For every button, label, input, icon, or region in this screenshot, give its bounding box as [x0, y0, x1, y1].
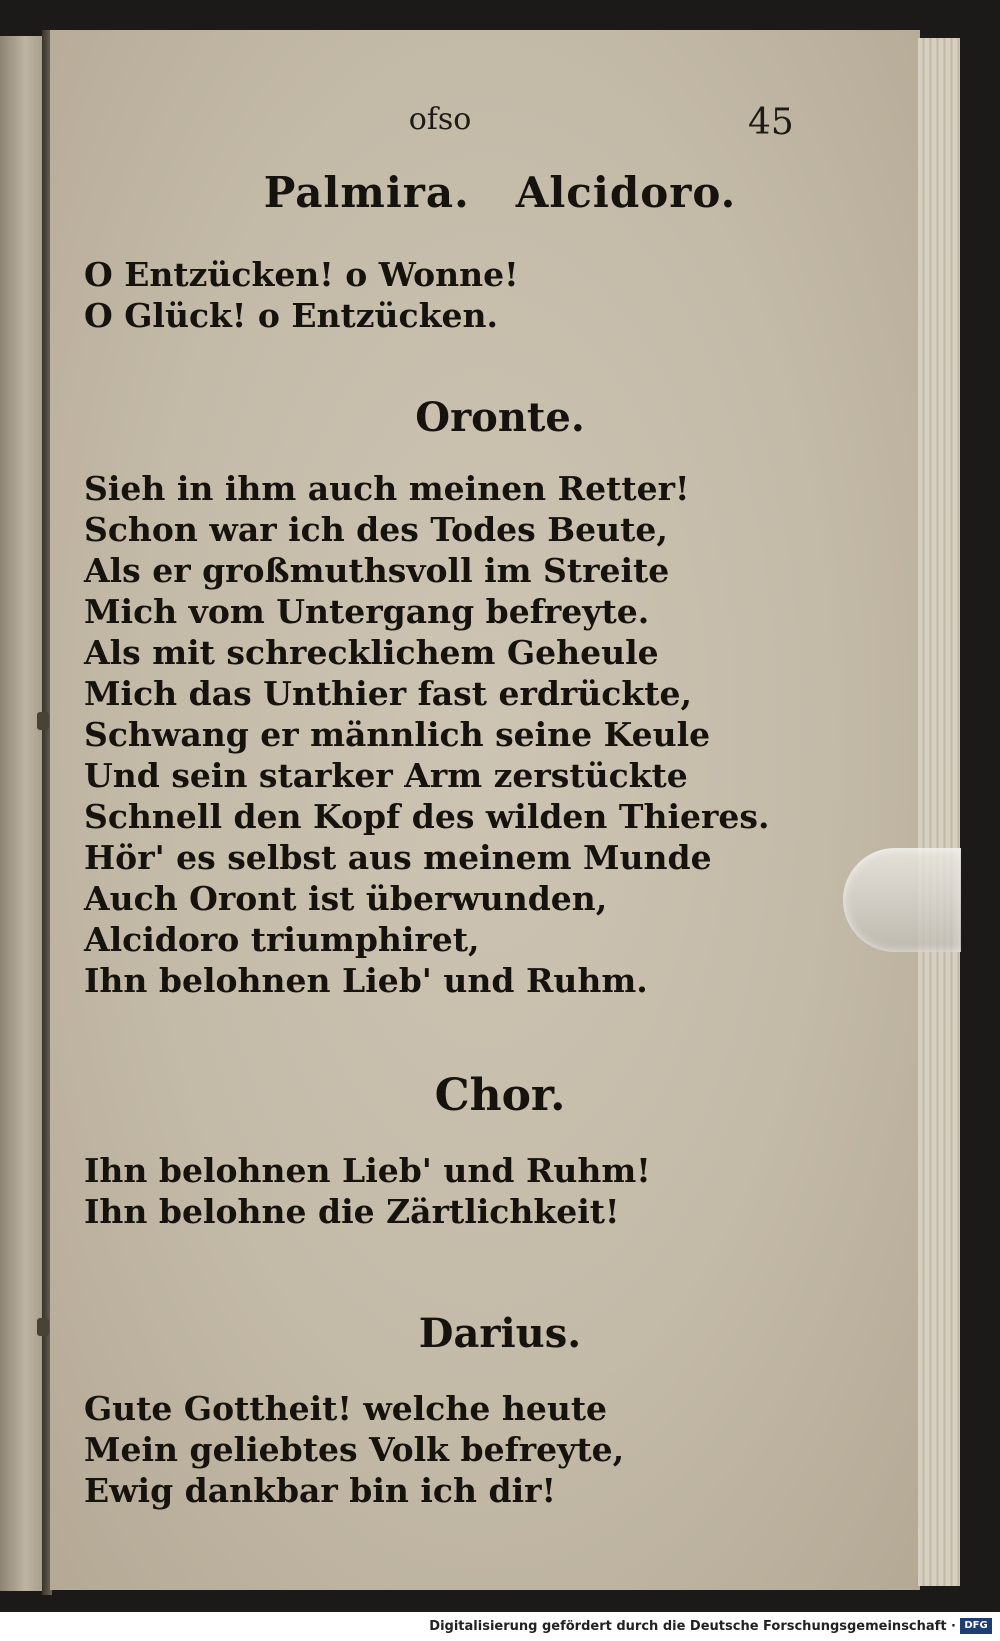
verse-line: Ihn belohnen Lieb' und Ruhm!	[84, 1151, 651, 1190]
verse-line: O Entzücken! o Wonne!	[84, 255, 519, 294]
verse-line: Mein geliebtes Volk befreyte,	[84, 1430, 625, 1469]
page-clip	[843, 848, 961, 952]
verse-line: Mich das Unthier fast erdrückte,	[84, 674, 692, 713]
speaker-heading-oronte: Oronte.	[415, 394, 585, 441]
verse-line: Ihn belohnen Lieb' und Ruhm.	[84, 961, 648, 1000]
speaker-heading-palmira-alcidoro	[0, 168, 1000, 217]
verse-line: Sieh in ihm auch meinen Retter!	[84, 469, 690, 508]
verse-line: Gute Gottheit! welche heute	[84, 1389, 608, 1428]
verse-darius	[84, 1388, 624, 1511]
speaker-name: Palmira.	[263, 168, 470, 217]
dfg-logo-icon: DFG	[960, 1618, 992, 1634]
verse-line: Als er großmuthsvoll im Streite	[84, 551, 670, 590]
footer-credit: Digitalisierung gefördert durch die Deutsche Forschungsgemeinschaft ·	[429, 1619, 956, 1634]
verse-line: Mich vom Untergang befreyte.	[84, 592, 650, 631]
binding-pin	[37, 712, 49, 730]
header-ornament: ofso	[408, 102, 472, 137]
verse-line: O Glück! o Entzücken.	[84, 296, 498, 335]
speaker-heading-chor: Chor.	[434, 1070, 566, 1121]
verse-line: Schwang er männlich seine Keule	[84, 715, 711, 754]
verse-line: Ewig dankbar bin ich dir!	[84, 1471, 556, 1510]
facing-page-edge	[0, 36, 42, 1591]
verse-line: Schon war ich des Todes Beute,	[84, 510, 668, 549]
verse-line: Ihn belohne die Zärtlichkeit!	[84, 1192, 620, 1231]
verse-line: Alcidoro triumphiret,	[84, 920, 480, 959]
verse-line: Hör' es selbst aus meinem Munde	[84, 838, 712, 877]
verse-oronte	[84, 468, 769, 1001]
verse-chor	[84, 1150, 651, 1232]
verse-palmira-alcidoro	[84, 254, 519, 336]
verse-line: Und sein starker Arm zerstückte	[84, 756, 688, 795]
page-number: 45	[748, 102, 794, 143]
footer-bar	[0, 1612, 1000, 1641]
verse-line: Als mit schrecklichem Geheule	[84, 633, 659, 672]
verse-line: Auch Oront ist überwunden,	[84, 879, 608, 918]
speaker-heading-darius: Darius.	[418, 1310, 582, 1357]
speaker-name: Alcidoro.	[515, 168, 737, 217]
verse-line: Schnell den Kopf des wilden Thieres.	[84, 797, 770, 836]
